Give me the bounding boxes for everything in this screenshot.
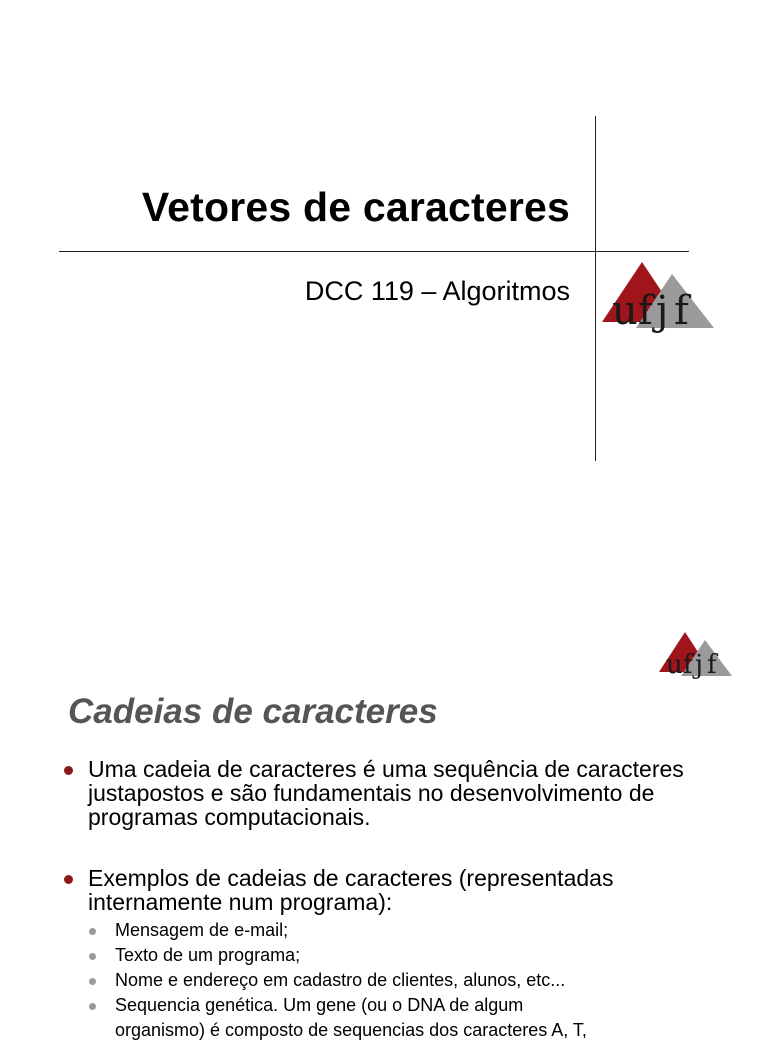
bullet-dot-icon bbox=[64, 766, 73, 775]
slide-title: Vetores de caracteres bbox=[141, 184, 570, 230]
sub-bullet-text: organismo) é composto de sequencias dos caracteres A, T, bbox=[115, 1020, 587, 1040]
sub-bullet-item bbox=[89, 993, 729, 1018]
bullet-item bbox=[64, 866, 724, 914]
svg-text:u: u bbox=[612, 288, 638, 334]
svg-text:f: f bbox=[674, 288, 689, 334]
slide-subtitle: DCC 119 – Algoritmos bbox=[304, 276, 570, 306]
bullet-text: Uma cadeia de caracteres é uma sequência de caracteres justapostos e são fundamentais no desenvolvimento de programas computacionais. bbox=[88, 756, 684, 830]
svg-text:j: j bbox=[695, 650, 704, 680]
bullet-dot-icon bbox=[64, 875, 73, 884]
svg-text:f: f bbox=[683, 650, 693, 680]
section-title: Cadeias de caracteres bbox=[68, 692, 438, 731]
sub-bullet-item bbox=[89, 943, 729, 968]
sub-bullet-dot-icon bbox=[89, 953, 96, 960]
sub-bullet-text: Texto de um programa; bbox=[115, 945, 301, 965]
svg-text:j: j bbox=[656, 288, 669, 334]
bullet-text: Exemplos de cadeias de caracteres (representadas internamente num programa): bbox=[88, 865, 614, 915]
svg-text:f: f bbox=[707, 650, 717, 680]
svg-text:f: f bbox=[638, 288, 653, 334]
ufjf-logo-small-icon bbox=[657, 630, 733, 686]
ufjf-logo-icon bbox=[598, 260, 716, 344]
sub-bullet-dot-icon bbox=[89, 978, 96, 985]
vertical-divider bbox=[595, 116, 596, 461]
sub-bullet-text: Sequencia genética. Um gene (ou o DNA de algum bbox=[115, 995, 524, 1015]
sub-bullet-item bbox=[89, 968, 729, 993]
sub-bullet-list bbox=[89, 918, 729, 1043]
bullet-item bbox=[64, 757, 724, 829]
sub-bullet-dot-icon bbox=[89, 928, 96, 935]
sub-bullet-item-continued bbox=[89, 1018, 729, 1043]
sub-bullet-item bbox=[89, 918, 729, 943]
sub-bullet-dot-icon bbox=[89, 1003, 96, 1010]
sub-bullet-text: Mensagem de e-mail; bbox=[115, 920, 289, 940]
sub-bullet-text: Nome e endereço em cadastro de clientes, alunos, etc... bbox=[115, 970, 566, 990]
svg-text:u: u bbox=[666, 650, 683, 680]
